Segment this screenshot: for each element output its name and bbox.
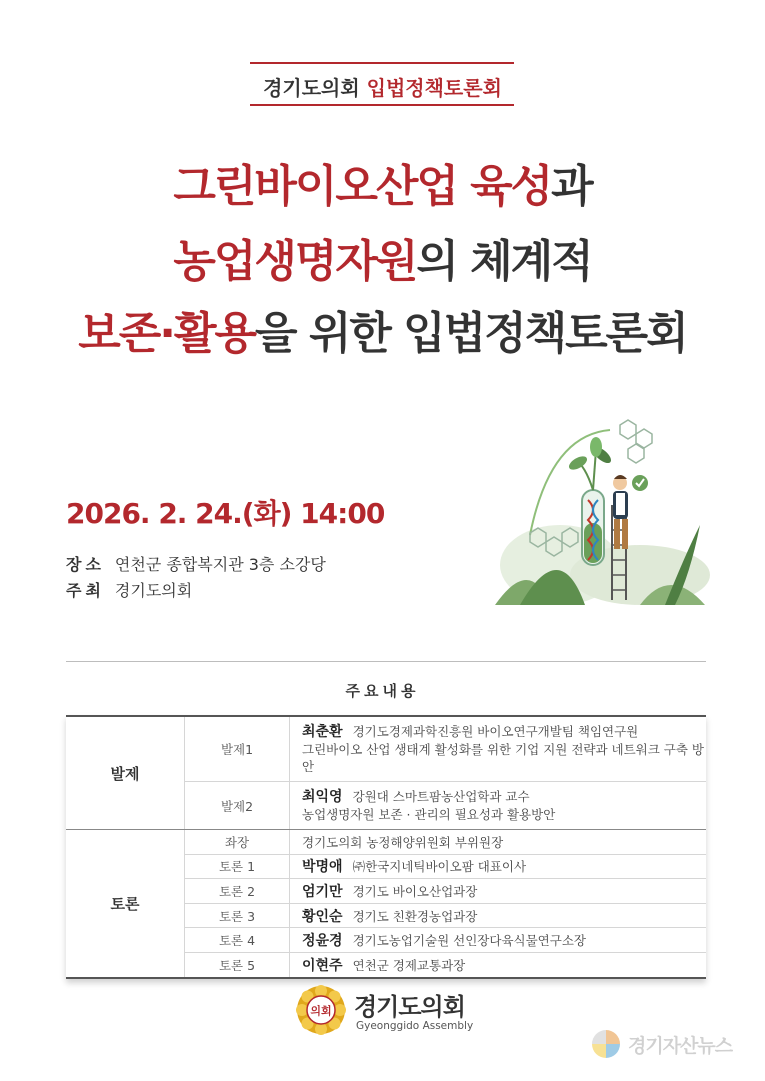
row-label: 좌장: [185, 830, 290, 854]
kicker-accent: 입법정책토론회: [366, 76, 502, 100]
event-venue: [66, 552, 326, 575]
host-value: 경기도의회: [114, 581, 193, 600]
kicker-top-rule: [250, 62, 514, 64]
news-watermark: [590, 1028, 732, 1060]
table-row: [185, 928, 706, 953]
table-row: [185, 717, 706, 782]
panelist-role: 경기도 바이오산업과장: [352, 883, 478, 899]
presentation-group: [66, 717, 706, 830]
row-content: [290, 953, 706, 977]
presentation-group-label: 발제: [66, 717, 185, 829]
row-label: 토론 4: [185, 928, 290, 952]
title-line-1: [0, 161, 765, 212]
row-content: [290, 879, 706, 903]
panelist-role: 경기도농업기술원 선인장다육식물연구소장: [352, 933, 586, 949]
row-content: [290, 904, 706, 928]
title-line-1-rest: 과: [551, 161, 592, 212]
watermark-logo-icon: [590, 1028, 622, 1060]
chair-role: 경기도의회 농정해양위원회 부위원장: [302, 834, 504, 850]
org-name: 경기도의회: [354, 993, 465, 1021]
title-line-3-rest: 을 위한 입법정책토론회: [255, 308, 687, 359]
biotech-illustration: [490, 415, 715, 610]
seal-text: 의회: [310, 1004, 332, 1018]
kicker-main: 경기도의회: [263, 76, 360, 100]
table-row: [185, 904, 706, 929]
row-label: 토론 3: [185, 904, 290, 928]
discussion-rows: [185, 830, 706, 977]
speaker-role: 강원대 스마트팜농산업학과 교수: [352, 789, 530, 804]
event-host: [66, 578, 192, 601]
assembly-seal-icon: [296, 985, 346, 1035]
row-label: 토론 5: [185, 953, 290, 977]
table-row: [185, 830, 706, 855]
discussion-group-label: 토론: [66, 830, 185, 977]
title-line-3: [0, 308, 765, 359]
row-label: 발제1: [185, 717, 290, 781]
section-divider: [66, 661, 706, 662]
presentation-topic: 그린바이오 산업 생태계 활성화를 위한 기업 지원 전략과 네트워크 구축 방안: [302, 742, 704, 774]
speaker-role: 경기도경제과학진흥원 바이오연구개발팀 책임연구원: [352, 724, 639, 739]
table-row: [185, 879, 706, 904]
row-label: 토론 2: [185, 879, 290, 903]
program-table: [66, 715, 706, 979]
watermark-text: 경기자산뉴스: [628, 1034, 733, 1057]
venue-value: 연천군 종합복지관 3층 소강당: [114, 555, 326, 574]
host-label: 주최: [66, 581, 105, 600]
row-content: [290, 717, 706, 781]
panelist-role: ㈜한국지네틱바이오팜 대표이사: [352, 859, 527, 875]
kicker-bottom-rule: [250, 104, 514, 106]
discussion-group: [66, 830, 706, 977]
title-line-2: [0, 236, 765, 287]
presentation-topic: 농업생명자원 보존 · 관리의 필요성과 활용방안: [302, 807, 556, 822]
row-content: [290, 830, 706, 854]
program-heading: 주요내용: [345, 682, 420, 700]
table-row: [185, 953, 706, 977]
panelist-role: 경기도 친환경농업과장: [352, 908, 478, 924]
panelist-name: 박명애: [302, 859, 343, 876]
row-content: [290, 855, 706, 879]
table-row: [185, 782, 706, 829]
table-row: [185, 855, 706, 880]
title-line-1-accent: 그린바이오산업 육성: [173, 161, 552, 212]
panelist-name: 이현주: [302, 957, 343, 974]
panelist-name: 엄기만: [302, 883, 343, 900]
presentation-rows: [185, 717, 706, 829]
speaker-name: 최익영: [302, 789, 343, 805]
row-content: [290, 782, 706, 829]
kicker: [0, 72, 765, 101]
title-line-3-accent: 보존·활용: [78, 308, 256, 359]
panelist-name: 정윤경: [302, 933, 343, 950]
venue-label: 장소: [66, 555, 105, 574]
title-line-2-rest: 의 체계적: [416, 236, 592, 287]
row-content: [290, 928, 706, 952]
event-datetime: 2026. 2. 24.(화) 14:00: [66, 497, 385, 530]
org-name-en: Gyeonggido Assembly: [356, 1020, 474, 1032]
row-label: 토론 1: [185, 855, 290, 879]
title-line-2-accent: 농업생명자원: [173, 236, 417, 287]
panelist-name: 황인순: [302, 908, 343, 925]
speaker-name: 최춘환: [302, 724, 343, 740]
panelist-role: 연천군 경제교통과장: [352, 957, 466, 973]
row-label: 발제2: [185, 782, 290, 829]
